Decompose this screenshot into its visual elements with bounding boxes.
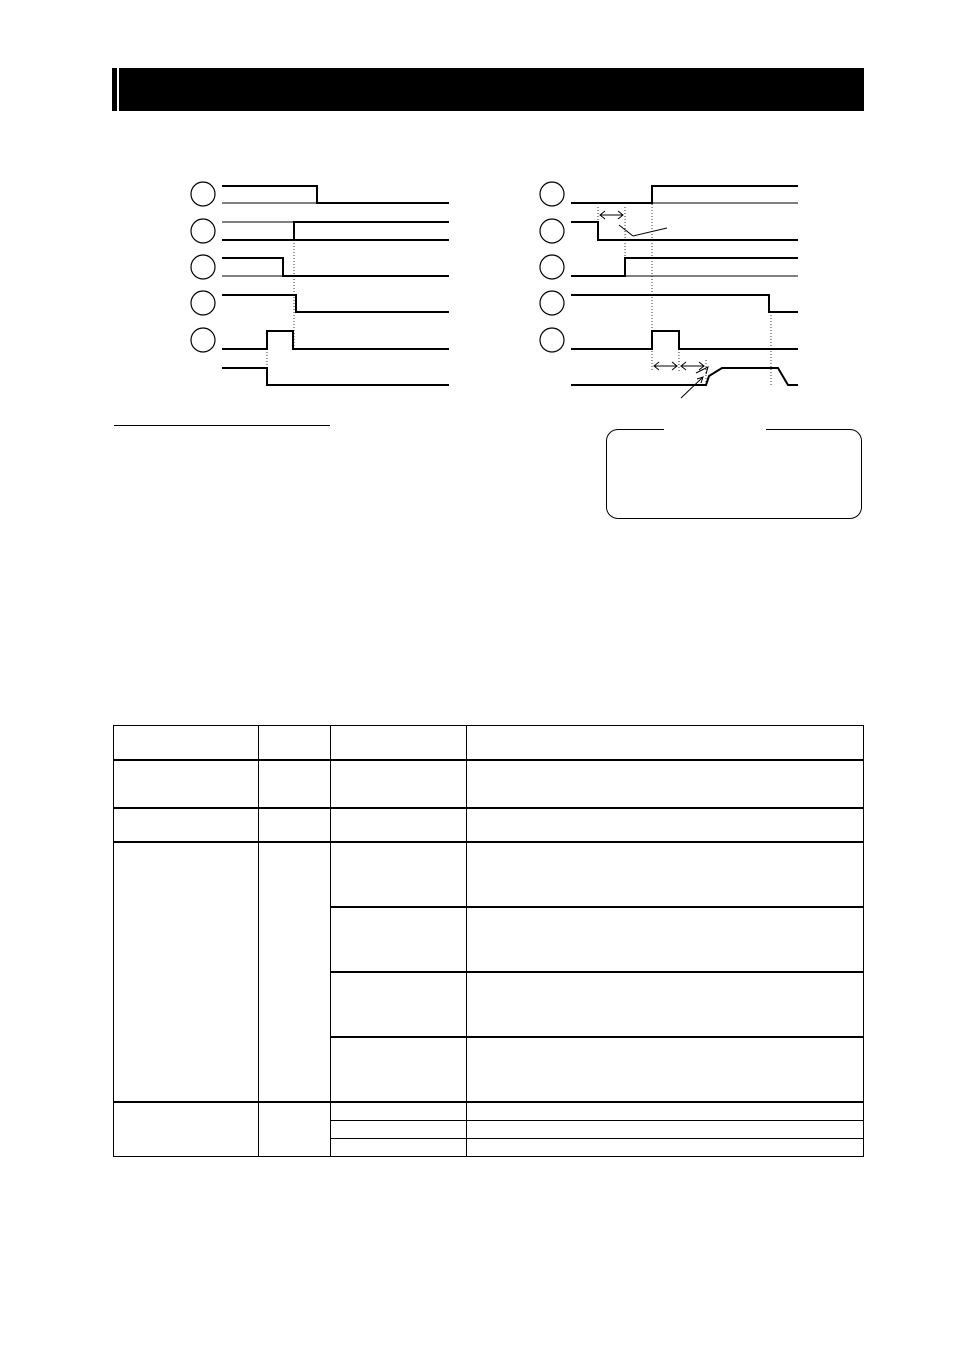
- left-signal-2: [222, 222, 449, 240]
- table-header-row: [114, 726, 864, 760]
- step-marker-2: [540, 219, 564, 243]
- table-cell: [331, 808, 467, 842]
- step-marker-1: [191, 182, 215, 206]
- note-box-label: [664, 427, 766, 432]
- step-marker-4: [191, 291, 215, 315]
- table-row: [114, 1102, 864, 1121]
- table-cell: [114, 808, 259, 842]
- right-signal-6-ramp: [571, 368, 798, 385]
- table-cell: [467, 1102, 864, 1121]
- note-underline: [114, 425, 330, 426]
- table-row: [114, 808, 864, 842]
- table-cell: [114, 1102, 259, 1157]
- table-cell: [259, 842, 331, 1102]
- table-cell: [259, 808, 331, 842]
- table-cell: [467, 842, 864, 907]
- step-marker-5: [191, 328, 215, 352]
- left-signal-6: [222, 368, 449, 385]
- table-row: [114, 760, 864, 808]
- step-marker-2: [191, 219, 215, 243]
- note-box: [606, 429, 862, 519]
- table-cell: [331, 1139, 467, 1157]
- delay-arrow-3: [681, 362, 704, 370]
- table-cell: [331, 907, 467, 972]
- left-signal-4: [222, 295, 449, 312]
- left-signal-5: [222, 331, 449, 349]
- step-marker-3: [540, 255, 564, 279]
- right-signal-4: [571, 295, 798, 312]
- right-step-markers: [540, 182, 564, 352]
- table-cell: [331, 760, 467, 808]
- step-marker-1: [540, 182, 564, 206]
- table-cell: [114, 760, 259, 808]
- table-header-cell: [467, 726, 864, 760]
- table-cell: [331, 1037, 467, 1102]
- left-signal-3: [222, 258, 449, 276]
- table-cell: [331, 842, 467, 907]
- right-guide-lines: [598, 186, 771, 385]
- leader-line-2: [633, 228, 667, 236]
- table-cell: [259, 1102, 331, 1157]
- table-cell: [467, 1139, 864, 1157]
- spec-table: [113, 725, 864, 1157]
- table-cell: [467, 1121, 864, 1139]
- table-cell: [331, 1121, 467, 1139]
- table-header-cell: [114, 726, 259, 760]
- table-header-cell: [259, 726, 331, 760]
- step-marker-3: [191, 255, 215, 279]
- left-step-markers: [191, 182, 215, 352]
- leader-line-4: [681, 377, 703, 398]
- step-marker-4: [540, 291, 564, 315]
- delay-arrow-2: [654, 362, 677, 370]
- table-cell: [331, 972, 467, 1037]
- right-signal-3: [571, 258, 798, 276]
- step-marker-5: [540, 328, 564, 352]
- left-timing-diagram: [191, 182, 449, 385]
- right-signal-2: [571, 222, 798, 240]
- leader-line-1: [619, 225, 633, 236]
- table-cell: [467, 1037, 864, 1102]
- table-cell: [467, 760, 864, 808]
- right-timing-diagram: [540, 182, 798, 398]
- right-signal-1: [571, 186, 798, 203]
- table-row: [114, 842, 864, 907]
- delay-arrow-1: [600, 211, 623, 219]
- left-signal-1: [222, 186, 449, 203]
- table-cell: [259, 760, 331, 808]
- table-cell: [331, 1102, 467, 1121]
- table-cell: [467, 972, 864, 1037]
- table-cell: [467, 907, 864, 972]
- left-guide-lines: [267, 222, 294, 385]
- right-signal-5: [571, 331, 798, 349]
- table-cell: [467, 808, 864, 842]
- table-cell: [114, 842, 259, 1102]
- table-header-cell: [331, 726, 467, 760]
